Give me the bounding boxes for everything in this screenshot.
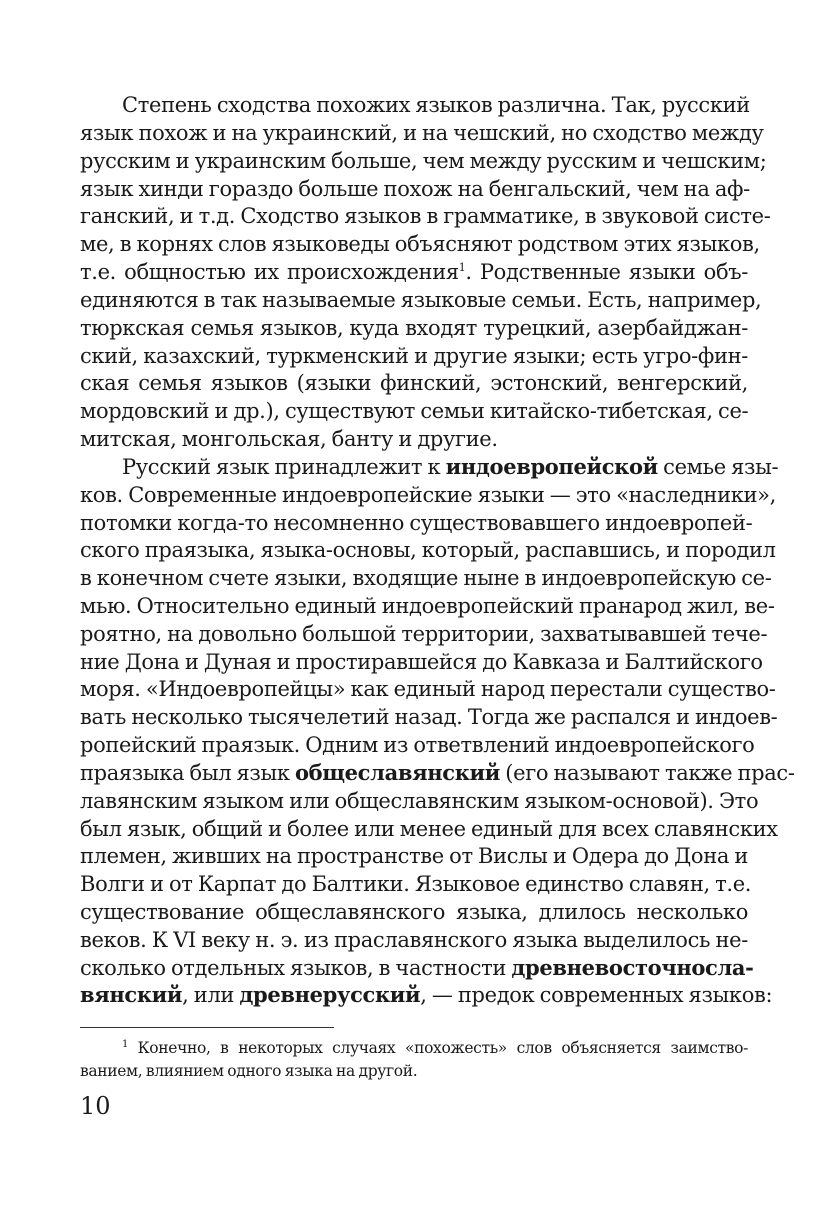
bold-old-russian: древнерусский xyxy=(239,982,421,1007)
p2-line-20-b: , или xyxy=(182,983,240,1007)
p2-line-11: ропейский праязык. Одним из ответвлений индоевропейского xyxy=(80,733,755,757)
p1-line-7-a: т.е. общностью их происхождения xyxy=(80,260,459,284)
p1-line-3: русским и украинским больше, чем между русским и чешским; xyxy=(80,149,767,173)
bold-old-east-slavic-start: древневосточносла- xyxy=(511,955,754,980)
p2-line-4: ского праязыка, языка-основы, который, распавшись, и породил xyxy=(80,538,776,562)
p1-line-7-b: . Родственные языки объ- xyxy=(465,260,748,284)
p2-line-19-a: сколько отдельных языков, в частности xyxy=(80,956,512,980)
p1-line-11: ская семья языков (языки финский, эстонский, венгерский, xyxy=(80,371,748,395)
p2-line-9: моря. «Индоевропейцы» как единый народ перестали существо- xyxy=(80,677,776,701)
p2-line-5: в конечном счете языки, входящие ныне в индоевропейскую се- xyxy=(80,566,772,590)
p2-line-18: веков. К VI веку н. э. из праславянского языка выделилось не- xyxy=(80,928,748,952)
bold-old-east-slavic-end: вянский xyxy=(80,982,183,1007)
p2-line-13: лавянским языком или общеславянским языком-основой). Это xyxy=(80,789,759,813)
p2-line-2: ков. Современные индоевропейские языки — это «наследники», xyxy=(80,483,776,507)
p2-line-20-d: , — предок современных языков: xyxy=(420,983,773,1007)
p2-line-14: был язык, общий и более или менее единый для всех славянских xyxy=(80,817,778,841)
p2-line-8: ние Дона и Дуная и простиравшейся до Кавказа и Балтийского xyxy=(80,650,763,674)
p2-line-1-c: семье язы- xyxy=(657,455,779,479)
p2-line-16: Волги и от Карпат до Балтики. Языковое единство славян, т.е. xyxy=(80,872,752,896)
p2-line-12-a: праязыка был язык xyxy=(80,761,295,785)
p1-line-7 xyxy=(80,259,748,285)
p1-line-9: тюркская семья языков, куда входят турецкий, азербайджан- xyxy=(80,316,748,340)
p2-line-20 xyxy=(80,982,773,1008)
p1-line-12: мордовский и др.), существуют семьи китайско-тибетская, се- xyxy=(80,399,749,423)
footnote-ref-marker: 1 xyxy=(458,261,466,274)
p2-line-17: существование общеславянского языка, длилось несколько xyxy=(80,900,748,924)
p2-line-12 xyxy=(80,760,795,786)
page-number: 10 xyxy=(80,1092,111,1120)
bold-indoeuropean: индоевропейской xyxy=(445,454,658,479)
p2-line-1-a: Русский язык принадлежит к xyxy=(122,455,446,479)
p1-line-8: единяются в так называемые языковые семьи. Есть, например, xyxy=(80,288,762,312)
p1-line-2: язык похож и на украинский, и на чешский, но сходство между xyxy=(80,121,764,145)
p1-line-1: Степень сходства похожих языков различна. Так, русский xyxy=(122,93,750,117)
p1-line-6: ме, в корнях слов языковеды объясняют родством этих языков, xyxy=(80,232,760,256)
footnote-line-1-text: Конечно, в некоторых случаях «похожесть» слов объясняется заимство- xyxy=(128,1039,748,1057)
p1-line-10: ский, казахский, туркменский и другие языки; есть угро-фин- xyxy=(80,344,748,368)
p2-line-1 xyxy=(122,454,779,480)
footnote-separator xyxy=(80,1027,334,1028)
p2-line-6: мью. Относительно единый индоевропейский пранарод жил, ве- xyxy=(80,594,775,618)
p2-line-3: потомки когда-то несомненно существовавшего индоевропей- xyxy=(80,511,753,535)
bold-common-slavic: общеславянский xyxy=(294,760,500,785)
p2-line-15: племен, живших на пространстве от Вислы и Одера до Дона и xyxy=(80,844,748,868)
p1-line-13: митская, монгольская, банту и другие. xyxy=(80,427,498,451)
p2-line-7: роятно, на довольно большой территории, захватывавшей тече- xyxy=(80,622,768,646)
p2-line-19 xyxy=(80,955,754,981)
footnote-line-2: ванием, влиянием одного языка на другой. xyxy=(80,1062,418,1080)
footnote-line-1 xyxy=(122,1037,748,1059)
p1-line-5: ганский, и т.д. Сходство языков в грамматике, в звуковой систе- xyxy=(80,204,771,228)
footnote-marker: 1 xyxy=(122,1039,129,1050)
p2-line-10: вать несколько тысячелетий назад. Тогда же распался и индоев- xyxy=(80,705,778,729)
p1-line-4: язык хинди гораздо больше похож на бенгальский, чем на аф- xyxy=(80,177,750,201)
p2-line-12-c: (его называют также прас- xyxy=(499,761,795,785)
